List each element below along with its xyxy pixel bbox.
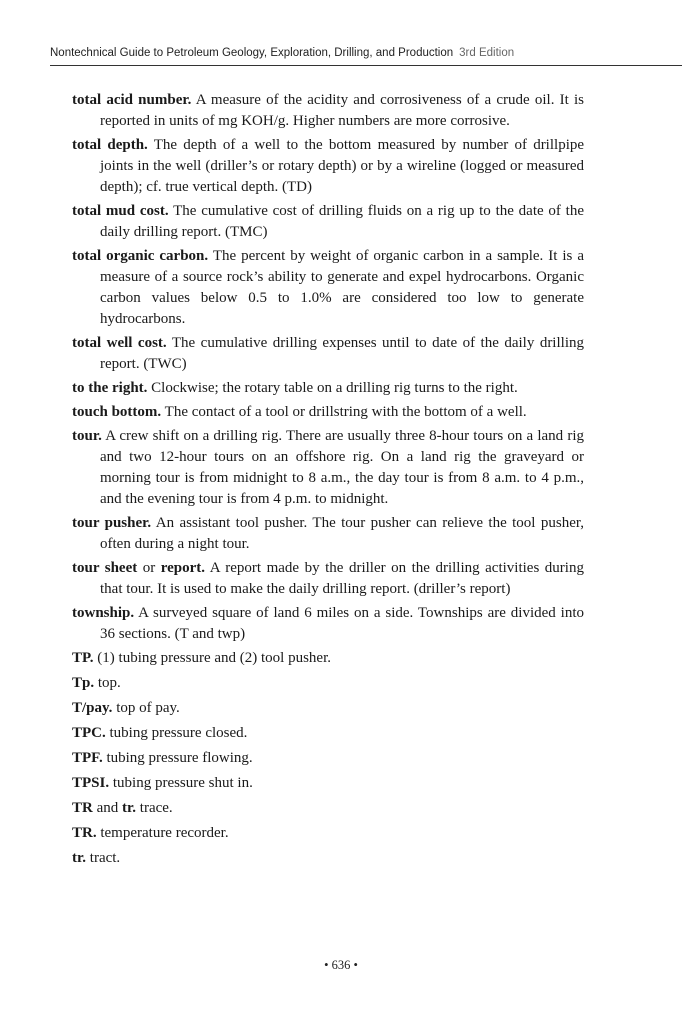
glossary-entry bbox=[72, 426, 584, 510]
header-rule bbox=[50, 65, 682, 66]
glossary-entry bbox=[72, 848, 584, 869]
page-number-footer bbox=[0, 958, 682, 973]
entry-term: total mud cost. bbox=[72, 203, 169, 219]
entry-term: TR bbox=[72, 800, 93, 816]
bullet-left: • bbox=[324, 958, 329, 972]
entry-definition: tubing pressure shut in. bbox=[112, 775, 253, 791]
bullet-right: • bbox=[353, 958, 358, 972]
entry-definition: top of pay. bbox=[116, 700, 180, 716]
glossary-entry bbox=[72, 773, 584, 794]
entry-term: TPC. bbox=[72, 725, 106, 741]
entry-definition: tubing pressure flowing. bbox=[106, 750, 253, 766]
glossary-entry bbox=[72, 798, 584, 819]
book-edition: 3rd Edition bbox=[459, 47, 515, 59]
book-title: Nontechnical Guide to Petroleum Geology, Exploration, Drilling, and Production bbox=[50, 47, 454, 59]
entry-definition: The contact of a tool or drillstring with the bottom of a well. bbox=[164, 404, 527, 420]
entry-term: tour pusher. bbox=[72, 515, 152, 531]
entry-definition: The cumulative cost of drilling fluids on a rig up to the date of the daily drilling report. (TMC) bbox=[100, 203, 585, 240]
glossary-entry bbox=[72, 135, 584, 198]
entry-term: tour. bbox=[72, 428, 102, 444]
glossary-entry bbox=[72, 513, 584, 555]
entry-definition: (1) tubing pressure and (2) tool pusher. bbox=[97, 650, 331, 666]
entry-definition: Clockwise; the rotary table on a drilling rig turns to the right. bbox=[151, 380, 518, 396]
entry-connector: or bbox=[142, 560, 156, 576]
entry-definition: A report made by the driller on the drilling activities during that tour. It is used to make the daily drilling report. (driller’s report) bbox=[100, 560, 584, 597]
entry-term-alt: tr. bbox=[122, 800, 137, 816]
entry-definition: temperature recorder. bbox=[100, 825, 229, 841]
entry-term: T/pay. bbox=[72, 700, 113, 716]
entry-definition: A crew shift on a drilling rig. There are usually three 8-hour tours on a land rig and two 12-hour tours on an offshore rig. On a land rig the graveyard or morning tour is from midnight to 8 a.m., the day tour is from 8 a.m. to 4 p.m., and the evening tour is from 4 p.m. to midnight. bbox=[100, 428, 584, 507]
entry-term: touch bottom. bbox=[72, 404, 162, 420]
entry-term: total organic carbon. bbox=[72, 248, 209, 264]
entry-term: tr. bbox=[72, 850, 87, 866]
glossary-entry bbox=[72, 201, 584, 243]
glossary-entry bbox=[72, 723, 584, 744]
entry-definition: The cumulative drilling expenses until to date of the daily drilling report. (TWC) bbox=[100, 335, 584, 372]
glossary-entries bbox=[72, 90, 584, 873]
glossary-entry bbox=[72, 246, 584, 330]
glossary-entry bbox=[72, 823, 584, 844]
entry-term: township. bbox=[72, 605, 135, 621]
glossary-entry bbox=[72, 648, 584, 669]
entry-term: TP. bbox=[72, 650, 94, 666]
entry-definition: A measure of the acidity and corrosiveness of a crude oil. It is reported in units of mg KOH/g. Higher numbers are more corrosive. bbox=[100, 92, 584, 129]
glossary-entry bbox=[72, 378, 584, 399]
entry-definition: An assistant tool pusher. The tour pusher can relieve the tool pusher, often during a night tour. bbox=[100, 515, 584, 552]
entry-term: Tp. bbox=[72, 675, 95, 691]
entry-definition: top. bbox=[97, 675, 121, 691]
page-number: 636 bbox=[331, 958, 351, 972]
entry-connector: and bbox=[96, 800, 119, 816]
glossary-entry bbox=[72, 558, 584, 600]
glossary-entry bbox=[72, 333, 584, 375]
glossary-entry bbox=[72, 90, 584, 132]
entry-definition: trace. bbox=[139, 800, 173, 816]
entry-definition: tubing pressure closed. bbox=[109, 725, 248, 741]
glossary-entry bbox=[72, 748, 584, 769]
entry-term: TPF. bbox=[72, 750, 103, 766]
entry-term: total depth. bbox=[72, 137, 148, 153]
entry-term: TR. bbox=[72, 825, 97, 841]
glossary-entry bbox=[72, 603, 584, 645]
entry-definition: The percent by weight of organic carbon in a sample. It is a measure of a source rock’s ability to generate and expel hydrocarbons. Organic carbon values below 0.5 to 1.0% are considered too low to generate hydrocarbons. bbox=[100, 248, 585, 327]
entry-term: TPSI. bbox=[72, 775, 110, 791]
entry-term: total acid number. bbox=[72, 92, 192, 108]
entry-term: to the right. bbox=[72, 380, 148, 396]
running-header bbox=[50, 47, 682, 59]
entry-definition: tract. bbox=[89, 850, 121, 866]
entry-definition: The depth of a well to the bottom measured by number of drillpipe joints in the well (driller’s or rotary depth) or by a wireline (logged or measured depth); cf. true vertical depth. (TD) bbox=[100, 137, 585, 195]
entry-term: tour sheet bbox=[72, 560, 138, 576]
glossary-entry bbox=[72, 698, 584, 719]
entry-term: total well cost. bbox=[72, 335, 167, 351]
entry-term-alt: report. bbox=[160, 560, 206, 576]
glossary-entry bbox=[72, 673, 584, 694]
entry-definition: A surveyed square of land 6 miles on a side. Townships are divided into 36 sections. (T and twp) bbox=[100, 605, 584, 642]
glossary-entry bbox=[72, 402, 584, 423]
